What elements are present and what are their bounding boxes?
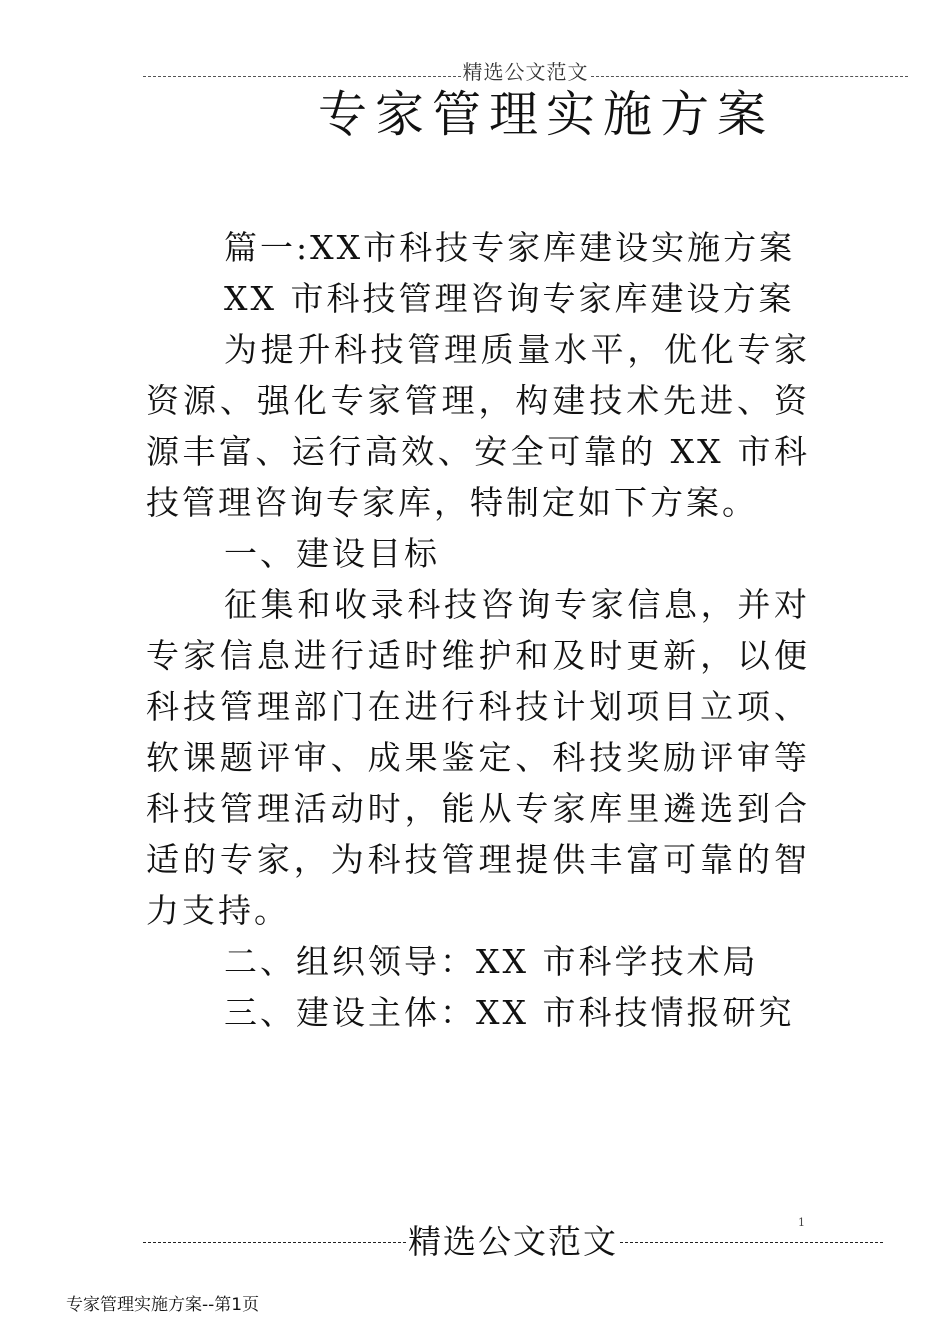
paragraph: 二、组织领导：XX 市科学技术局	[224, 942, 759, 981]
page-header	[143, 60, 908, 85]
paragraph: 一、建设目标	[224, 534, 440, 573]
paragraph: 三、建设主体：XX 市科技情报研究	[224, 993, 795, 1032]
footer-text: 精选公文范文	[408, 1222, 618, 1261]
footer-divider-left	[143, 1242, 406, 1243]
header-divider-left	[143, 76, 461, 77]
header-divider-right	[591, 76, 909, 77]
document-body	[146, 222, 810, 1038]
document-title: 专家管理实施方案	[318, 86, 775, 143]
footer-divider-right	[620, 1242, 883, 1243]
paragraph: 征集和收录科技咨询专家信息，并对专家信息进行适时维护和及时更新，以便科技管理部门在进行科技计划项目立项、软课题评审、成果鉴定、科技奖励评审等科技管理活动时，能从专家库里遴选到合适的专家，为科技管理提供丰富可靠的智力支持。	[146, 585, 810, 930]
paragraph: XX 市科技管理咨询专家库建设方案	[224, 279, 795, 318]
paragraph: 为提升科技管理质量水平，优化专家资源、强化专家管理，构建技术先进、资源丰富、运行高效、安全可靠的 XX 市科技管理咨询专家库，特制定如下方案。	[146, 330, 810, 522]
footer-caption: 专家管理实施方案--第1页	[66, 1295, 260, 1315]
page-number: 1	[798, 1216, 805, 1229]
paragraph: 篇一:XX市科技专家库建设实施方案	[224, 228, 796, 267]
header-text: 精选公文范文	[462, 60, 589, 84]
page-footer	[143, 1222, 883, 1263]
